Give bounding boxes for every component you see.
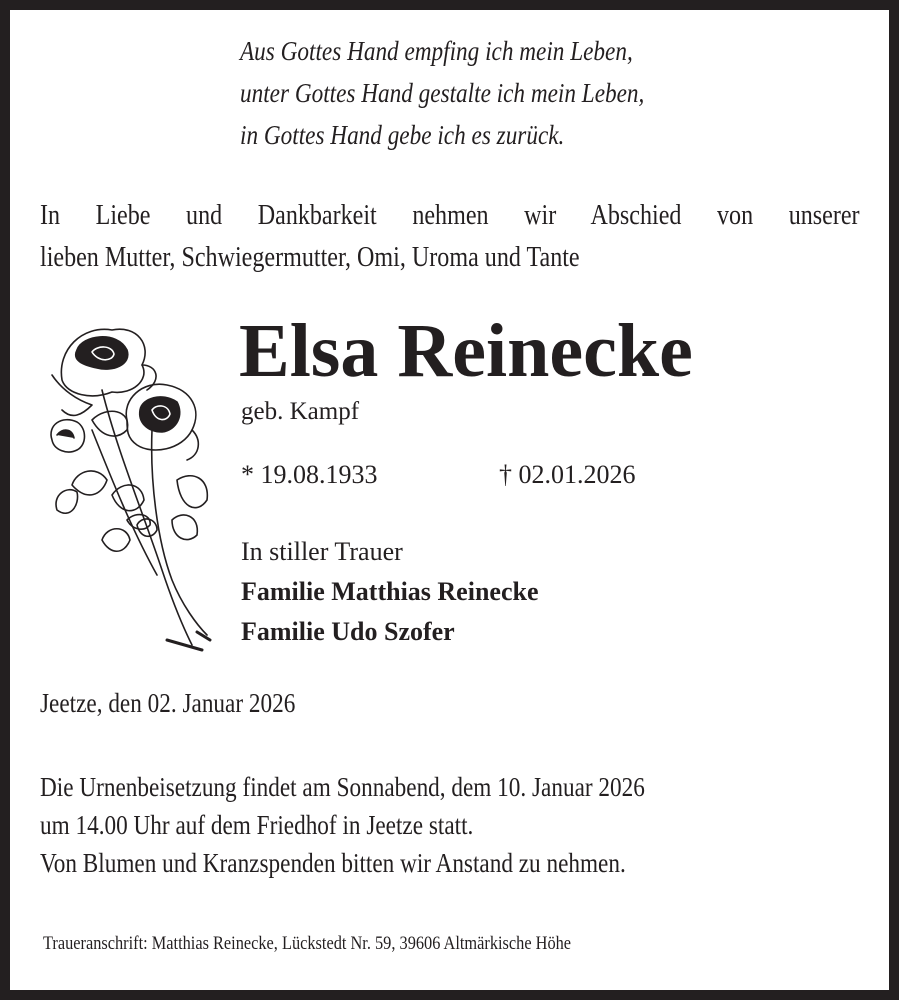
rose-bouquet-icon <box>32 310 232 660</box>
funeral-line: Von Blumen und Kranzspenden bitten wir Anstand zu nehmen. <box>40 848 626 878</box>
mourner-family: Familie Matthias Reinecke <box>241 577 539 606</box>
maiden-name: geb. Kampf <box>241 398 360 425</box>
mourners-intro: In stiller Trauer <box>241 537 403 566</box>
intro-text <box>40 195 860 279</box>
death-date: † 02.01.2026 <box>499 460 636 489</box>
verse-line: in Gottes Hand gebe ich es zurück. <box>240 120 565 150</box>
obituary-notice <box>10 10 889 990</box>
funeral-line: um 14.00 Uhr auf dem Friedhof in Jeetze statt. <box>40 810 474 840</box>
birth-date: * 19.08.1933 <box>241 460 378 489</box>
funeral-info <box>40 768 645 882</box>
deceased-name: Elsa Reinecke <box>239 309 693 393</box>
intro-line: In Liebe und Dankbarkeit nehmen wir Abschied von unserer <box>40 200 860 231</box>
mourners-block <box>241 532 539 652</box>
mourning-address: Traueranschrift: Matthias Reinecke, Lückstedt Nr. 59, 39606 Altmärkische Höhe <box>43 933 572 954</box>
mourner-family: Familie Udo Szofer <box>241 617 455 646</box>
verse-line: unter Gottes Hand gestalte ich mein Leben, <box>240 78 645 108</box>
funeral-line: Die Urnenbeisetzung findet am Sonnabend, dem 10. Januar 2026 <box>40 772 645 802</box>
place-date: Jeetze, den 02. Januar 2026 <box>40 688 296 718</box>
intro-line: lieben Mutter, Schwiegermutter, Omi, Uroma und Tante <box>40 242 580 273</box>
verse-line: Aus Gottes Hand empfing ich mein Leben, <box>240 36 633 66</box>
verse-quote <box>240 30 644 156</box>
